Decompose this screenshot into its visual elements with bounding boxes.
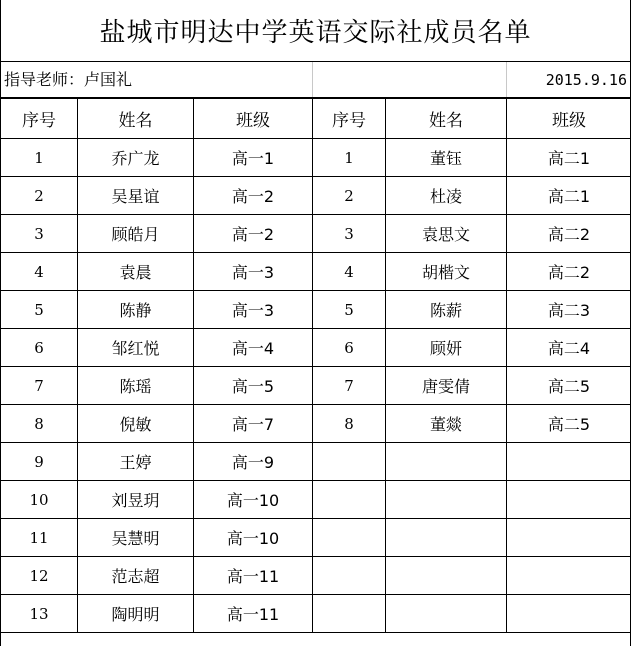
serial-cell: 1 [1, 139, 78, 177]
empty-cell [386, 481, 507, 519]
class-cell: 高二5 [507, 405, 631, 443]
table-row [1, 557, 631, 595]
date-label: 2015.9.16 [545, 71, 627, 89]
cell-divider [506, 62, 507, 97]
empty-cell [386, 519, 507, 557]
class-cell: 高二5 [507, 367, 631, 405]
serial-cell: 4 [1, 253, 78, 291]
serial-cell: 1 [313, 139, 386, 177]
class-cell: 高一3 [194, 291, 313, 329]
empty-cell [507, 519, 631, 557]
name-cell: 陶明明 [78, 595, 194, 633]
serial-cell: 11 [1, 519, 78, 557]
table-row [1, 519, 631, 557]
serial-cell: 13 [1, 595, 78, 633]
table-row [1, 215, 631, 253]
name-cell: 王婷 [78, 443, 194, 481]
serial-cell: 7 [1, 367, 78, 405]
table-row [1, 253, 631, 291]
serial-cell: 8 [1, 405, 78, 443]
serial-cell: 2 [1, 177, 78, 215]
class-cell: 高一9 [194, 443, 313, 481]
class-cell: 高一5 [194, 367, 313, 405]
class-cell: 高二4 [507, 329, 631, 367]
name-cell: 刘昱玥 [78, 481, 194, 519]
page-title: 盐城市明达中学英语交际社成员名单 [0, 0, 631, 62]
empty-cell [507, 595, 631, 633]
name-cell: 陈静 [78, 291, 194, 329]
serial-cell: 12 [1, 557, 78, 595]
class-cell: 高一2 [194, 215, 313, 253]
serial-cell: 7 [313, 367, 386, 405]
cell-divider [312, 62, 313, 97]
name-cell: 陈瑶 [78, 367, 194, 405]
name-cell: 顾妍 [386, 329, 507, 367]
serial-cell: 2 [313, 177, 386, 215]
header-cell: 班级 [194, 99, 313, 139]
table-row [1, 443, 631, 481]
header-cell: 姓名 [386, 99, 507, 139]
class-cell: 高二3 [507, 291, 631, 329]
empty-cell [313, 595, 386, 633]
header-row [1, 99, 631, 139]
empty-cell [313, 443, 386, 481]
name-cell: 乔广龙 [78, 139, 194, 177]
table-row [1, 329, 631, 367]
class-cell: 高二2 [507, 215, 631, 253]
class-cell: 高一4 [194, 329, 313, 367]
class-cell: 高一10 [194, 519, 313, 557]
name-cell: 吴慧明 [78, 519, 194, 557]
serial-cell: 5 [1, 291, 78, 329]
name-cell: 杜凌 [386, 177, 507, 215]
class-cell: 高二1 [507, 177, 631, 215]
serial-cell: 3 [313, 215, 386, 253]
empty-cell [386, 557, 507, 595]
serial-cell: 3 [1, 215, 78, 253]
name-cell: 袁晨 [78, 253, 194, 291]
class-cell: 高二2 [507, 253, 631, 291]
class-cell: 高一2 [194, 177, 313, 215]
table-row [1, 367, 631, 405]
table-row [1, 291, 631, 329]
empty-cell [386, 443, 507, 481]
name-cell: 董钰 [386, 139, 507, 177]
serial-cell: 4 [313, 253, 386, 291]
teacher-label: 指导老师：卢国礼 [4, 70, 133, 89]
header-cell: 班级 [507, 99, 631, 139]
header-cell: 姓名 [78, 99, 194, 139]
serial-cell: 6 [1, 329, 78, 367]
table-row [1, 481, 631, 519]
class-cell: 高一11 [194, 595, 313, 633]
table-row [1, 405, 631, 443]
empty-cell [507, 481, 631, 519]
name-cell: 袁思文 [386, 215, 507, 253]
name-cell: 胡楷文 [386, 253, 507, 291]
meta-row [0, 62, 631, 98]
name-cell: 顾皓月 [78, 215, 194, 253]
table-row [1, 177, 631, 215]
table-row [1, 139, 631, 177]
serial-cell: 10 [1, 481, 78, 519]
serial-cell: 5 [313, 291, 386, 329]
table-row [1, 595, 631, 633]
empty-cell [313, 557, 386, 595]
name-cell: 邹红悦 [78, 329, 194, 367]
empty-cell [507, 443, 631, 481]
class-cell: 高一7 [194, 405, 313, 443]
class-cell: 高一10 [194, 481, 313, 519]
header-cell: 序号 [1, 99, 78, 139]
empty-cell [386, 595, 507, 633]
class-cell: 高一11 [194, 557, 313, 595]
name-cell: 倪敏 [78, 405, 194, 443]
serial-cell: 6 [313, 329, 386, 367]
name-cell: 唐雯倩 [386, 367, 507, 405]
empty-cell [313, 519, 386, 557]
empty-cell [313, 481, 386, 519]
class-cell: 高二1 [507, 139, 631, 177]
empty-cell [507, 557, 631, 595]
header-cell: 序号 [313, 99, 386, 139]
class-cell: 高一1 [194, 139, 313, 177]
roster-table [0, 98, 631, 633]
name-cell: 董燚 [386, 405, 507, 443]
name-cell: 范志超 [78, 557, 194, 595]
class-cell: 高一3 [194, 253, 313, 291]
name-cell: 吴星谊 [78, 177, 194, 215]
serial-cell: 9 [1, 443, 78, 481]
serial-cell: 8 [313, 405, 386, 443]
name-cell: 陈薪 [386, 291, 507, 329]
